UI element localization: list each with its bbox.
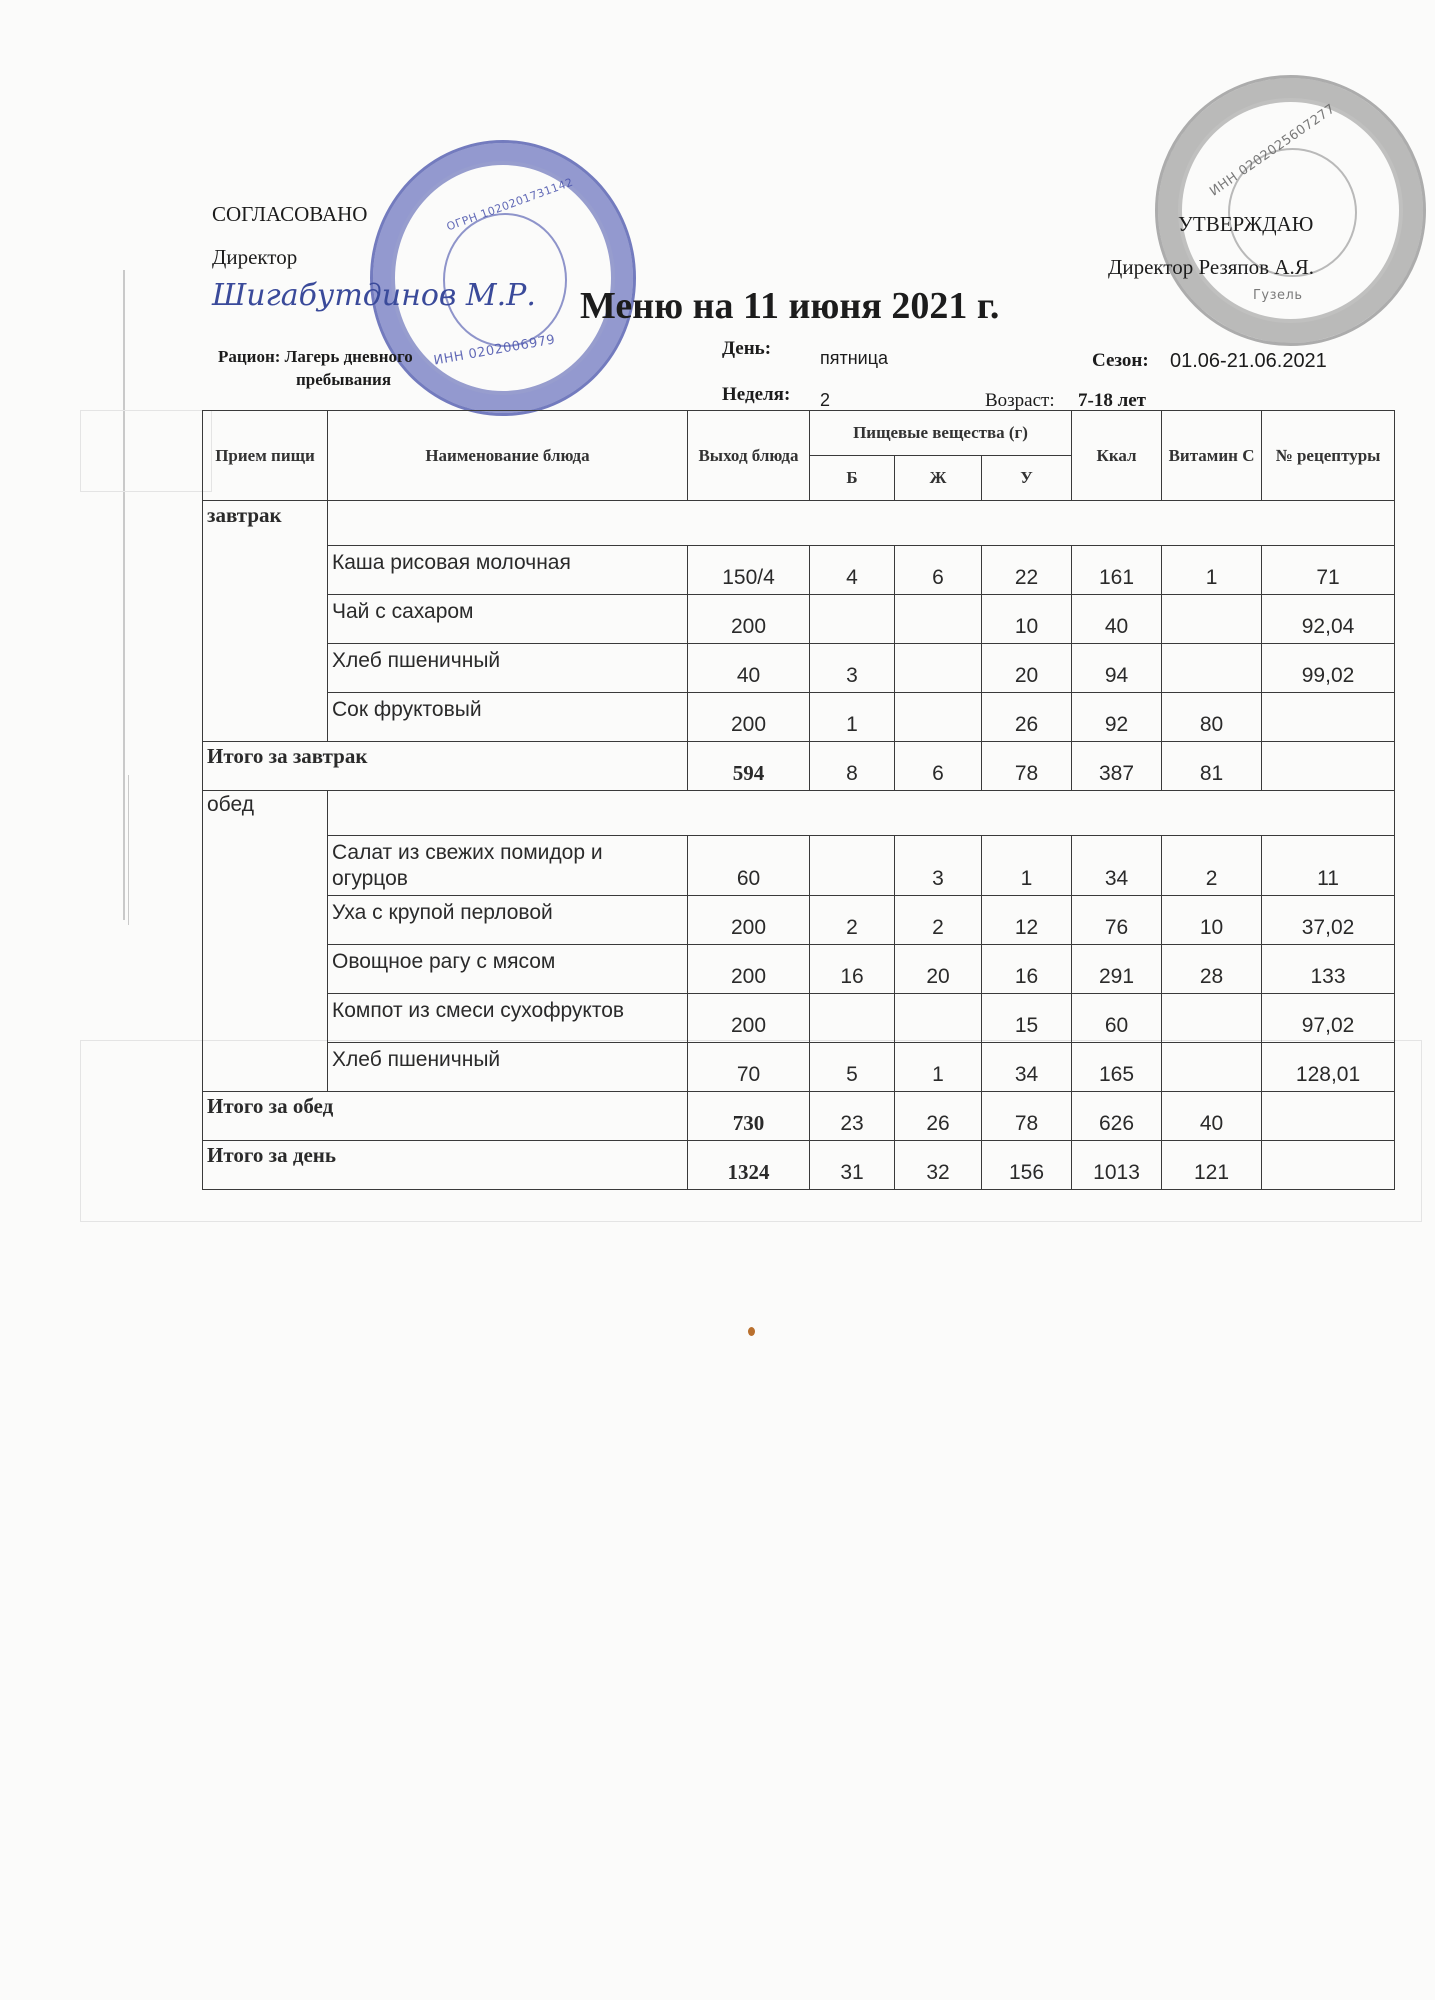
dish-recipe: 128,01 [1262,1043,1395,1092]
age-value: 7-18 лет [1078,390,1147,411]
dish-protein [810,595,895,644]
dish-carbs: 12 [982,896,1072,945]
dish-yield: 40 [688,644,810,693]
dish-yield: 200 [688,896,810,945]
dish-protein [810,836,895,896]
dish-yield: 200 [688,595,810,644]
total-vitamin-c: 121 [1162,1141,1262,1190]
week-value: 2 [820,390,831,410]
meal-spacer [328,501,1395,546]
dish-carbs: 34 [982,1043,1072,1092]
dish-vitamin-c: 80 [1162,693,1262,742]
total-kcal: 626 [1072,1092,1162,1141]
header-recipe: № рецептуры [1262,411,1395,501]
total-row [203,742,1395,791]
dish-kcal: 76 [1072,896,1162,945]
dish-protein: 3 [810,644,895,693]
bleed-through-table [80,410,212,492]
total-kcal: 387 [1072,742,1162,791]
dish-vitamin-c [1162,595,1262,644]
dish-name: Хлеб пшеничный [328,644,688,693]
ration-label-2: пребывания [296,370,392,389]
dish-vitamin-c: 10 [1162,896,1262,945]
dish-vitamin-c [1162,994,1262,1043]
agreed-label: СОГЛАСОВАНО [212,202,368,226]
stamp-inn-text: ИНН 0202025607277 [1207,101,1339,200]
total-yield: 730 [688,1092,810,1141]
total-carbs: 156 [982,1141,1072,1190]
total-breakfast-label: Итого за завтрак [203,742,688,791]
meal-spacer [328,791,1395,836]
dish-fat [895,644,982,693]
menu-table [202,410,1395,1190]
dish-name: Сок фруктовый [328,693,688,742]
dish-fat: 2 [895,896,982,945]
day-label: День: [722,338,772,359]
dish-carbs: 22 [982,546,1072,595]
dish-yield: 200 [688,945,810,994]
dish-yield: 150/4 [688,546,810,595]
table-row [203,994,1395,1043]
dish-kcal: 60 [1072,994,1162,1043]
total-protein: 8 [810,742,895,791]
dish-name: Компот из смеси сухофруктов [328,994,688,1043]
dish-protein [810,994,895,1043]
approved-label: УТВЕРЖДАЮ [1178,212,1314,236]
total-row [203,1092,1395,1141]
total-carbs: 78 [982,742,1072,791]
dish-vitamin-c [1162,1043,1262,1092]
dish-yield: 200 [688,994,810,1043]
dish-yield: 70 [688,1043,810,1092]
dish-carbs: 26 [982,693,1072,742]
table-row [203,945,1395,994]
director-right: Директор Резяпов А.Я. [1108,255,1314,279]
dish-vitamin-c: 28 [1162,945,1262,994]
dish-kcal: 165 [1072,1043,1162,1092]
dish-protein: 5 [810,1043,895,1092]
total-fat: 32 [895,1141,982,1190]
scan-edge-line [123,270,125,920]
dish-recipe: 99,02 [1262,644,1395,693]
dish-recipe: 133 [1262,945,1395,994]
header-protein: Б [810,456,895,501]
ration-label: Рацион: Лагерь дневного [218,347,413,366]
day-value: пятница [820,348,889,368]
total-vitamin-c: 81 [1162,742,1262,791]
scan-speck [748,1327,755,1336]
total-lunch-label: Итого за обед [203,1092,688,1141]
dish-vitamin-c: 2 [1162,836,1262,896]
total-day-label: Итого за день [203,1141,688,1190]
dish-recipe: 11 [1262,836,1395,896]
dish-protein: 2 [810,896,895,945]
stamp-name-text: Гузель [1253,288,1303,303]
dish-fat: 3 [895,836,982,896]
dish-fat [895,595,982,644]
dish-vitamin-c [1162,644,1262,693]
stamp-ogrn-text: ОГРН 1020201731142 [444,175,575,234]
dish-fat: 20 [895,945,982,994]
total-recipe [1262,742,1395,791]
dish-carbs: 10 [982,595,1072,644]
week-label: Неделя: [722,384,791,405]
scan-edge-line [128,775,129,925]
dish-kcal: 40 [1072,595,1162,644]
dish-recipe: 92,04 [1262,595,1395,644]
total-fat: 6 [895,742,982,791]
dish-name: Чай с сахаром [328,595,688,644]
dish-carbs: 16 [982,945,1072,994]
dish-recipe: 71 [1262,546,1395,595]
dish-name: Каша рисовая молочная [328,546,688,595]
header-meal: Прием пищи [203,411,328,501]
director-left-label: Директор [212,245,298,269]
dish-kcal: 92 [1072,693,1162,742]
signature-left: Шигабутдинов М.Р. [212,278,536,313]
header-yield: Выход блюда [688,411,810,501]
header-carbs: У [982,456,1072,501]
table-row [203,546,1395,595]
dish-fat: 6 [895,546,982,595]
table-row [203,896,1395,945]
header-fat: Ж [895,456,982,501]
dish-yield: 200 [688,693,810,742]
dish-recipe: 37,02 [1262,896,1395,945]
dish-fat [895,994,982,1043]
total-carbs: 78 [982,1092,1072,1141]
age-label: Возраст: [985,390,1055,411]
total-recipe [1262,1092,1395,1141]
dish-recipe [1262,693,1395,742]
meal-breakfast: завтрак [203,501,328,742]
dish-name: Овощное рагу с мясом [328,945,688,994]
table-row [203,644,1395,693]
header-nutrients: Пищевые вещества (г) [810,411,1072,456]
dish-protein: 1 [810,693,895,742]
dish-vitamin-c: 1 [1162,546,1262,595]
page-title: Меню на 11 июня 2021 г. [580,285,1000,327]
dish-recipe: 97,02 [1262,994,1395,1043]
total-protein: 31 [810,1141,895,1190]
season-value: 01.06-21.06.2021 [1170,350,1327,372]
table-row [203,836,1395,896]
dish-fat: 1 [895,1043,982,1092]
meal-lunch: обед [203,791,328,1092]
dish-name: Салат из свежих помидор и огурцов [328,836,688,896]
dish-kcal: 161 [1072,546,1162,595]
total-row [203,1141,1395,1190]
official-stamp-right [1155,75,1426,346]
dish-protein: 16 [810,945,895,994]
table-row [203,1043,1395,1092]
dish-yield: 60 [688,836,810,896]
header-kcal: Ккал [1072,411,1162,501]
total-yield: 1324 [688,1141,810,1190]
total-yield: 594 [688,742,810,791]
total-protein: 23 [810,1092,895,1141]
total-recipe [1262,1141,1395,1190]
stamp-inn-text: ИНН 0202006979 [432,332,557,369]
dish-carbs: 20 [982,644,1072,693]
dish-kcal: 94 [1072,644,1162,693]
dish-name: Уха с крупой перловой [328,896,688,945]
dish-kcal: 34 [1072,836,1162,896]
dish-carbs: 1 [982,836,1072,896]
total-kcal: 1013 [1072,1141,1162,1190]
header-vitamin-c: Витамин С [1162,411,1262,501]
table-row [203,693,1395,742]
dish-protein: 4 [810,546,895,595]
total-fat: 26 [895,1092,982,1141]
table-row [203,595,1395,644]
season-label: Сезон: [1092,350,1149,371]
dish-fat [895,693,982,742]
dish-carbs: 15 [982,994,1072,1043]
header-dish: Наименование блюда [328,411,688,501]
dish-kcal: 291 [1072,945,1162,994]
dish-name: Хлеб пшеничный [328,1043,688,1092]
total-vitamin-c: 40 [1162,1092,1262,1141]
